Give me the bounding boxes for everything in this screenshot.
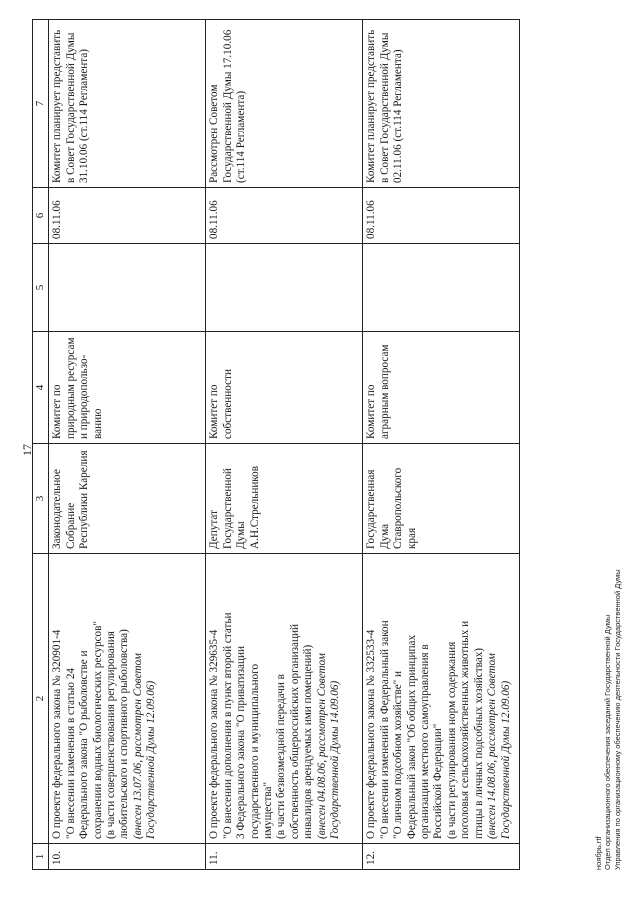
- bill-text-line: Государственной Думы 12.09.06): [145, 680, 158, 839]
- bill-text-line: Российской Федерации": [432, 723, 445, 839]
- bill-text-line: О проекте федерального закона № 332533-4: [365, 629, 378, 839]
- bill-text-line: "О внесении изменения в статью 24: [64, 667, 77, 839]
- footer-directorate: Управления по организационному обеспечению деятельности Государственной Думы: [612, 569, 622, 870]
- footer-department: Отдел организационного обеспечения заседаний Государственной Думы: [603, 614, 613, 870]
- bill-text-line: (внесен 14.08.06, рассмотрен Советом: [486, 653, 499, 839]
- bill-text-line: поголовья сельскохозяйственных животных и: [459, 620, 472, 839]
- header-row: [33, 20, 49, 870]
- bill-text-line: Федерального закона "О рыболовстве и: [78, 650, 91, 839]
- bill-text-line: (в части регулирования норм содержания: [445, 641, 458, 839]
- bill-text-line: О проекте федерального закона № 320901-4: [51, 629, 64, 839]
- bill-text-line: (внесен 04.08.06, рассмотрен Советом: [315, 653, 328, 839]
- initiator-cell: Депутат Государственной Думы А.Н.Стрельников: [206, 444, 363, 554]
- column-5-cell: [206, 244, 363, 332]
- bill-text-line: государственного и муниципального: [248, 663, 261, 839]
- bill-text-line: "О внесении изменений в Федеральный закон: [378, 620, 391, 839]
- initiator-cell: Государственная Дума Ставропольского края: [363, 444, 520, 554]
- column-5-cell: [363, 244, 520, 332]
- bill-description: [206, 554, 363, 844]
- date-cell: 08.11.06: [49, 188, 206, 244]
- bill-text-line: 3 Федерального закона "О приватизации: [235, 646, 248, 839]
- bill-text-line: "О личном подсобном хозяйстве" и: [392, 670, 405, 839]
- bill-text-line: любительского и спортивного рыболовства): [118, 629, 131, 839]
- bill-description: [49, 554, 206, 844]
- bill-text-line: инвалидов арендуемых ими помещений): [302, 644, 315, 839]
- note-cell: Рассмотрен Советом Государственной Думы 17.10.06 (ст.114 Регламента): [206, 20, 363, 188]
- header-cell-1: 1: [33, 844, 49, 870]
- bill-text-line: Государственной Думы 12.09.06): [499, 680, 512, 839]
- bill-text-line: Государственной Думы 14.09.06): [329, 680, 342, 839]
- header-cell-5: 5: [33, 244, 49, 332]
- bill-text-line: О проекте федерального закона № 329635-4: [208, 629, 221, 839]
- bill-description: [363, 554, 520, 844]
- bill-text-line: организации местного самоуправления в: [418, 644, 431, 839]
- header-cell-4: 4: [33, 332, 49, 444]
- table-row: [49, 20, 206, 870]
- note-cell: Комитет планирует представить в Совет Государственной Думы 31.10.06 (ст.114 Регламента): [49, 20, 206, 188]
- bill-text-line: Федеральный закон "Об общих принципах: [405, 634, 418, 839]
- bill-text-line: "О внесении дополнения в пункт второй статьи: [221, 612, 234, 839]
- bill-text-line: птицы в личных подсобных хозяйствах): [472, 647, 485, 839]
- column-5-cell: [49, 244, 206, 332]
- bill-text-line: (в части безвозмездной передачи в: [275, 674, 288, 839]
- committee-cell: Комитет по аграрным вопросам: [363, 332, 520, 444]
- row-number: 10.: [49, 844, 206, 870]
- header-cell-3: 3: [33, 444, 49, 554]
- footer-filename: ноябрь.rtf: [594, 836, 603, 870]
- committee-cell: Комитет по природным ресурсам и природопользо-ванию: [49, 332, 206, 444]
- bill-text-line: собственность общероссийских организаций: [288, 624, 301, 839]
- table-row: [363, 20, 520, 870]
- bill-text-line: сохранении водных биологических ресурсов": [91, 621, 104, 839]
- note-cell: Комитет планирует представить в Совет Государственной Думы 02.11.06 (ст.114 Регламента): [363, 20, 520, 188]
- header-cell-2: 2: [33, 554, 49, 844]
- row-number: 12.: [363, 844, 520, 870]
- bill-text-line: (внесен 13.07.06, рассмотрен Советом: [131, 653, 144, 839]
- committee-cell: Комитет по собственности: [206, 332, 363, 444]
- row-number: 11.: [206, 844, 363, 870]
- table-body: [49, 20, 520, 870]
- initiator-cell: Законодательное Собрание Республики Карелия: [49, 444, 206, 554]
- document-footer: [594, 569, 622, 870]
- date-cell: 08.11.06: [206, 188, 363, 244]
- bill-text-line: (в части совершенствования регулирования: [104, 631, 117, 839]
- date-cell: 08.11.06: [363, 188, 520, 244]
- table-row: [206, 20, 363, 870]
- page-number: 17: [20, 444, 34, 456]
- bill-text-line: имущества": [261, 781, 274, 839]
- bills-table: [32, 19, 520, 870]
- header-cell-6: 6: [33, 188, 49, 244]
- header-cell-7: 7: [33, 20, 49, 188]
